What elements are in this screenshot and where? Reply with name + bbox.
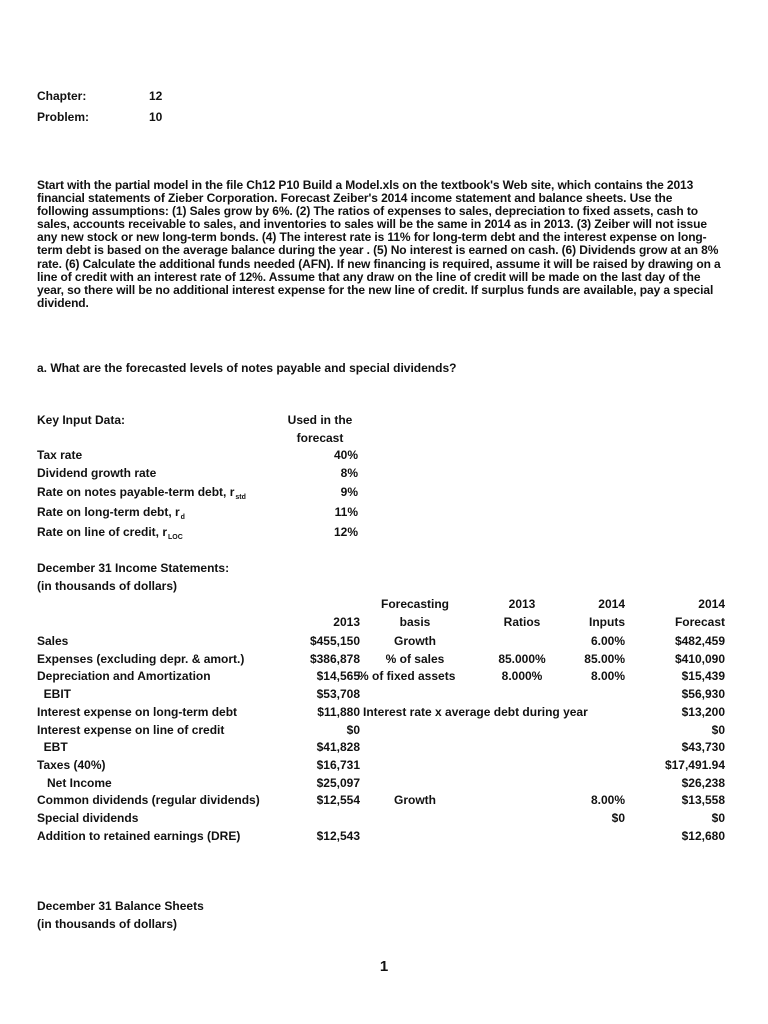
key-input-label (37, 449, 82, 462)
problem-label: Problem: (37, 110, 90, 124)
header-basis: basis (399, 615, 431, 629)
key-input-label-text: Tax rate (37, 448, 83, 462)
problem-statement: Start with the partial model in the file Ch12 P10 Build a Model.xls on the textbook's Web site, which contains the 2013 financial statements of Zieber Corporation. Forecast Zeiber's 2014 income statement and balance sheets. Use the following assumptions: (1) Sales grow by 6%. (2) The ratios of expenses to sales, depreciation to fixed assets, cash to sales, accounts receivable to sales, and inventories to sales will be the same in 2014 as in 2013. (3) Zeiber will not issue any new stock or new long-term bonds. (4) The interest rate is 11% for long-term debt and the interest expense on long-term debt is based on the average balance during the year . (5) No interest is earned on cash. (6) Dividends grow at an 8% rate. (6) Calculate the additional funds needed (AFN). If new financing is required, assume it will be raised by drawing on a line of credit with an interest rate of 12%. Assume that any draw on the line of credit will be made on the last day of the year, so there will be no additional interest expense for the new line of credit. If surplus funds are available, pay a special dividend. (37, 178, 721, 310)
chapter-label: Chapter: (37, 89, 87, 103)
income-2013-ratio: 8.000% (501, 669, 543, 683)
income-row-label: Taxes (40%) (37, 758, 106, 772)
header-forecasting: Forecasting (380, 597, 449, 611)
income-2013-value: $53,708 (316, 687, 360, 701)
income-2014-forecast: $43,730 (681, 740, 725, 754)
income-statement-title: December 31 Income Statements: (37, 561, 230, 575)
income-basis: Interest rate x average debt during year (363, 705, 588, 719)
income-2013-value: $16,731 (316, 758, 360, 772)
used-in-forecast-header-1: Used in the (287, 413, 353, 427)
page-number: 1 (379, 958, 389, 975)
key-input-value: 11% (334, 505, 358, 519)
income-statement-subtitle: (in thousands of dollars) (37, 579, 177, 593)
income-2014-forecast: $482,459 (674, 634, 725, 648)
key-input-subscript: std (235, 494, 246, 501)
header-2013: 2013 (333, 615, 360, 629)
income-row-label: EBT (37, 740, 68, 754)
income-2013-value: $12,554 (316, 793, 360, 807)
income-2014-forecast: $13,558 (681, 793, 725, 807)
used-in-forecast-header-2: forecast (296, 431, 344, 445)
key-input-value: 8% (340, 466, 358, 480)
income-row-label: Expenses (excluding depr. & amort.) (37, 652, 245, 666)
income-basis: Growth (394, 793, 436, 807)
income-row-label: Common dividends (regular dividends) (37, 793, 260, 807)
key-input-label (37, 526, 183, 541)
key-input-label (37, 506, 185, 521)
key-input-label-text: Dividend growth rate (37, 466, 157, 480)
income-2014-forecast: $0 (711, 723, 725, 737)
income-2014-forecast: $15,439 (681, 669, 725, 683)
income-row-label: Interest expense on long-term debt (37, 705, 238, 719)
income-2014-forecast: $56,930 (681, 687, 725, 701)
header-2013-ratios-year: 2013 (508, 597, 536, 611)
income-basis: % of fixed assets (358, 669, 456, 683)
income-2013-value: $41,828 (316, 740, 360, 754)
income-2013-value: $25,097 (316, 776, 360, 790)
income-2014-forecast: $410,090 (674, 652, 725, 666)
header-inputs: Inputs (589, 615, 625, 629)
key-input-label (37, 486, 246, 501)
income-2013-value: $12,543 (316, 829, 360, 843)
income-2014-forecast: $0 (711, 811, 725, 825)
key-input-value: 40% (333, 448, 358, 462)
key-input-label (37, 467, 156, 480)
key-input-value: 9% (340, 485, 358, 499)
income-2014-input: 85.00% (584, 652, 625, 666)
balance-sheet-subtitle: (in thousands of dollars) (37, 917, 177, 931)
header-ratios: Ratios (503, 615, 541, 629)
question-a: a. What are the forecasted levels of notes payable and special dividends? (37, 361, 457, 375)
problem-value: 10 (149, 110, 163, 124)
income-row-label: Depreciation and Amortization (37, 669, 211, 683)
income-2014-forecast: $17,491.94 (664, 758, 725, 772)
income-2014-input: 6.00% (590, 634, 625, 648)
income-2014-forecast: $13,200 (681, 705, 725, 719)
key-input-subscript: d (180, 514, 185, 521)
chapter-value: 12 (149, 89, 163, 103)
income-2014-forecast: $26,238 (681, 776, 725, 790)
key-input-label-text: Rate on long-term debt, r (37, 505, 180, 519)
income-2013-value: $0 (346, 723, 360, 737)
income-2013-value: $11,880 (317, 705, 360, 719)
income-row-label: Net Income (37, 776, 112, 790)
key-input-title: Key Input Data: (37, 413, 126, 427)
income-row-label: Addition to retained earnings (DRE) (37, 829, 241, 843)
income-row-label: EBIT (37, 687, 72, 701)
income-row-label: Interest expense on line of credit (37, 723, 225, 737)
key-input-subscript: LOC (168, 534, 183, 541)
key-input-label-text: Rate on notes payable-term debt, r (37, 485, 235, 499)
key-input-value: 12% (333, 525, 358, 539)
balance-sheet-title: December 31 Balance Sheets (37, 899, 204, 913)
income-row-label: Special dividends (37, 811, 139, 825)
header-2014-forecast-year: 2014 (698, 597, 725, 611)
income-2013-value: $386,878 (309, 652, 360, 666)
header-2014-inputs-year: 2014 (598, 597, 625, 611)
income-2013-value: $455,150 (309, 634, 360, 648)
income-2014-forecast: $12,680 (681, 829, 725, 843)
income-basis: Growth (394, 634, 436, 648)
income-2014-input: 8.00% (590, 669, 625, 683)
income-2013-ratio: 85.000% (498, 652, 546, 666)
income-2013-value: $14,565 (316, 669, 360, 683)
income-2014-input: $0 (611, 811, 625, 825)
income-2014-input: 8.00% (590, 793, 625, 807)
header-forecast: Forecast (674, 615, 725, 629)
income-basis: % of sales (385, 652, 445, 666)
key-input-label-text: Rate on line of credit, r (37, 525, 168, 539)
income-row-label: Sales (37, 634, 69, 648)
